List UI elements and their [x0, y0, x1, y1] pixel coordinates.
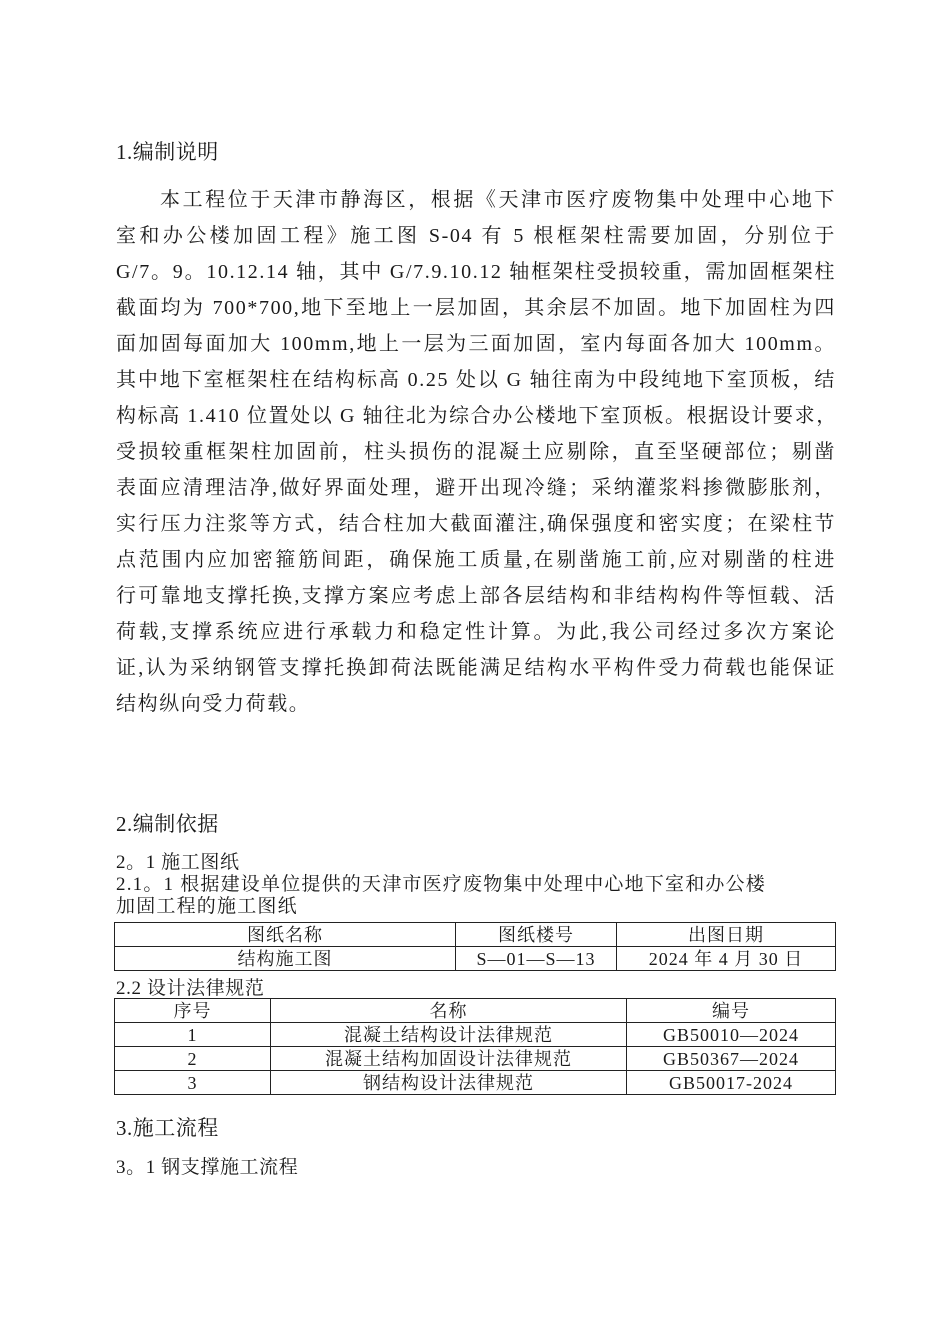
table-cell: 混凝土结构加固设计法律规范 [271, 1047, 627, 1071]
table-cell: 3 [115, 1071, 271, 1095]
header-cell: 图纸楼号 [456, 923, 617, 947]
table-cell: 2024 年 4 月 30 日 [617, 947, 836, 971]
table-cell: GB50017-2024 [627, 1071, 836, 1095]
section-1-heading: 1.编制说明 [116, 140, 219, 164]
text-line: 2.1。1 根据建设单位提供的天津市医疗废物集中处理中心地下室和办公楼 [116, 874, 767, 895]
body-line: G/7。9。10.12.14 轴，其中 G/7.9.10.12 轴框架柱受损较重，需加固框架柱 [116, 261, 836, 283]
body-line: 表面应清理洁净,做好界面处理，避开出现冷缝；采纳灌浆料掺微膨胀剂， [116, 477, 836, 499]
header-cell: 序号 [115, 999, 271, 1023]
body-line: 构标高 1.410 位置处以 G 轴往北为综合办公楼地下室顶板。根据设计要求， [116, 405, 838, 427]
table-header-row [115, 923, 836, 947]
codes-table [114, 998, 836, 1095]
body-line: 受损较重框架柱加固前，柱头损伤的混凝土应剔除，直至坚硬部位；剔凿 [116, 441, 836, 463]
header-cell: 名称 [271, 999, 627, 1023]
table-row [115, 1071, 836, 1095]
body-line: 室和办公楼加固工程》施工图 S-04 有 5 根框架柱需要加固，分别位于 [116, 225, 836, 247]
table-cell: GB50010—2024 [627, 1023, 836, 1047]
table-row [115, 1047, 836, 1071]
table-cell: GB50367—2024 [627, 1047, 836, 1071]
table-header-row [115, 999, 836, 1023]
body-line: 本工程位于天津市静海区，根据《天津市医疗废物集中处理中心地下 [160, 189, 836, 211]
table-cell: S—01—S—13 [456, 947, 617, 971]
section-2-heading: 2.编制依据 [116, 812, 219, 836]
section-2-1-heading: 2。1 施工图纸 [116, 852, 240, 873]
section-3-1-heading: 3。1 钢支撑施工流程 [116, 1157, 299, 1178]
table-cell: 1 [115, 1023, 271, 1047]
section-2-1-1-text [116, 874, 836, 918]
table-row [115, 947, 836, 971]
body-line: 实行压力注浆等方式，结合柱加大截面灌注,确保强度和密实度；在梁柱节 [116, 513, 836, 535]
body-line: 荷载,支撑系统应进行承载力和稳定性计算。为此,我公司经过多次方案论 [116, 621, 836, 643]
body-line: 其中地下室框架柱在结构标高 0.25 处以 G 轴往南为中段纯地下室顶板，结 [116, 369, 836, 391]
body-line: 结构纵向受力荷载。 [116, 693, 311, 715]
body-line: 行可靠地支撑托换,支撑方案应考虑上部各层结构和非结构构件等恒载、活 [116, 585, 836, 607]
text-line: 加固工程的施工图纸 [116, 896, 298, 917]
table-cell: 2 [115, 1047, 271, 1071]
header-cell: 编号 [627, 999, 836, 1023]
table-cell: 钢结构设计法律规范 [271, 1071, 627, 1095]
section-2-2-heading: 2.2 设计法律规范 [116, 978, 265, 999]
table-cell: 混凝土结构设计法律规范 [271, 1023, 627, 1047]
section-3-heading: 3.施工流程 [116, 1116, 219, 1140]
body-line: 面加固每面加大 100mm,地上一层为三面加固，室内每面各加大 100mm。 [116, 333, 836, 355]
body-line: 截面均为 700*700,地下至地上一层加固，其余层不加固。地下加固柱为四 [116, 297, 836, 319]
section-1-body [116, 182, 836, 722]
body-line: 证,认为采纳钢管支撑托换卸荷法既能满足结构水平构件受力荷载也能保证 [116, 657, 836, 679]
body-line: 点范围内应加密箍筋间距，确保施工质量,在剔凿施工前,应对剔凿的柱进 [116, 549, 836, 571]
header-cell: 图纸名称 [115, 923, 456, 947]
drawings-table [114, 922, 836, 971]
table-cell: 结构施工图 [115, 947, 456, 971]
table-row [115, 1023, 836, 1047]
header-cell: 出图日期 [617, 923, 836, 947]
